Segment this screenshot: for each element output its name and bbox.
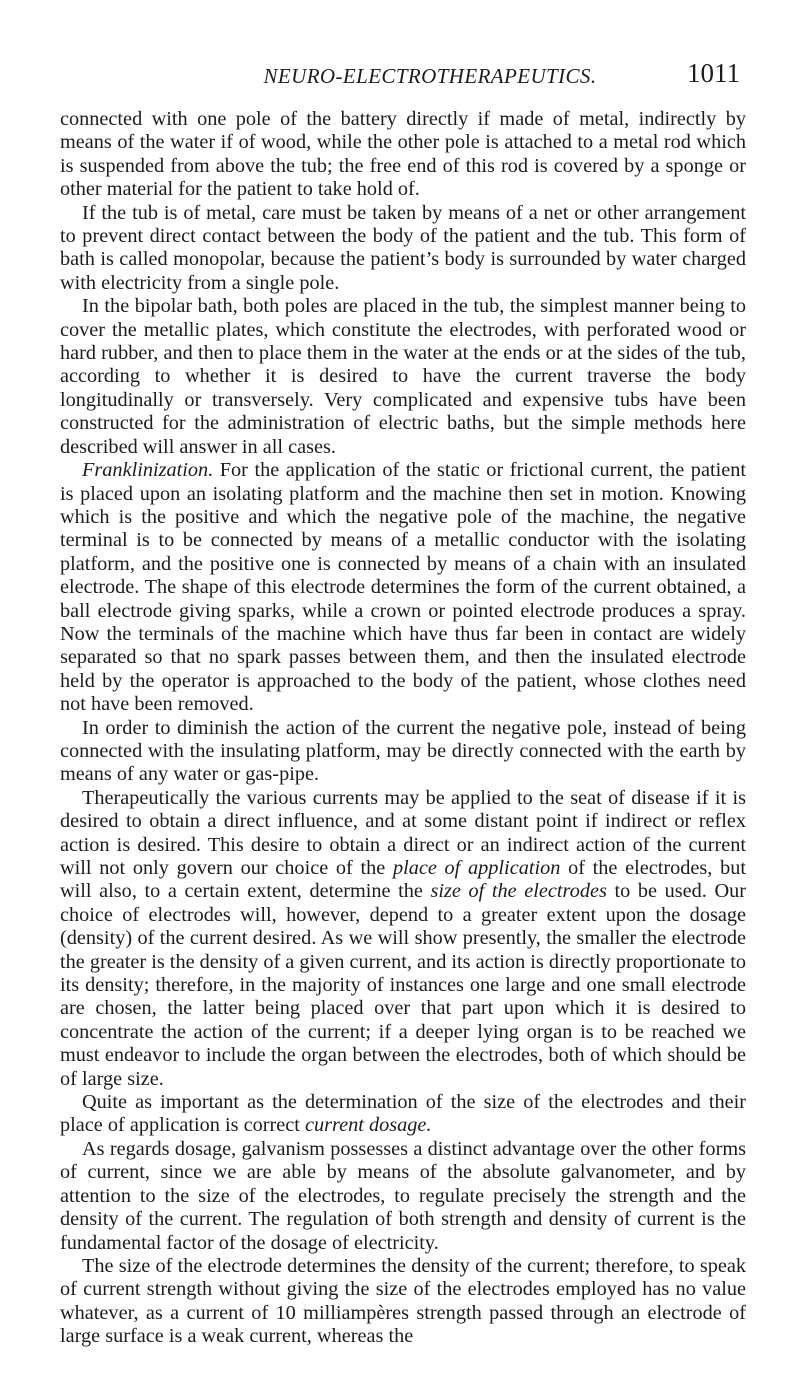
body-text xyxy=(60,108,746,1349)
italic-text: place of application xyxy=(392,857,561,879)
paragraph xyxy=(60,108,746,202)
text-run: In the bipolar bath, both poles are placed in the tub, the simplest manner being to cover the metallic plates, which constitute the electrodes, with perforated wood or hard rubber, and then to place them in the water at the ends or at the sides of the tub, according to whether it is desired to have the current traverse the body longitudinally or transversely. Very complicated and expensive tubs have been constructed for the administration of electric baths, but the simple methods here described will answer in all cases. xyxy=(60,295,746,458)
paragraph xyxy=(60,787,746,1091)
paragraph xyxy=(60,202,746,296)
paragraph xyxy=(60,1255,746,1349)
text-run: to be used. Our choice of electrodes will, however, depend to a greater extent upon the dosage (density) of the current desired. As we will show presently, the smaller the electrode the greater is the density of a given current, and its action is directly proportionate to its density; therefore, in the majority of instances one large and one small electrode are chosen, the latter being placed over that part upon which it is desired to concentrate the action of the current; if a deeper lying organ is to be reached we must endeavor to include the organ between the electrodes, both of which should be of large size. xyxy=(60,880,746,1090)
running-head xyxy=(60,58,740,98)
text-run: Quite as important as the determination of the size of the electrodes and their place of application is correct xyxy=(60,1091,746,1137)
running-title: NEURO-ELECTROTHERAPEUTICS. xyxy=(263,64,597,88)
paragraph xyxy=(60,717,746,787)
paragraph xyxy=(60,459,746,716)
italic-text: current dosage. xyxy=(304,1114,432,1137)
text-run: In order to diminish the action of the current the negative pole, instead of being connected with the insulating platform, may be directly connected with the earth by means of any water or gas-pipe. xyxy=(60,716,746,786)
italic-text: size of the electrodes xyxy=(430,880,607,903)
text-run: For the application of the static or frictional current, the patient is placed upon an isolating platform and the machine then set in motion. Knowing which is the positive and which the negative pole of the machine, the negative terminal is to be connected by means of a metallic conductor with the isolating platform, and the positive one is connected by means of a chain with an insulated electrode. The shape of this electrode determines the form of the current obtained, a ball electrode giving sparks, while a crown or pointed electrode produces a spray. Now the terminals of the machine which have thus far been in contact are widely separated so that no spark passes between them, and then the insulated electrode held by the operator is approached to the body of the patient, whose clothes need not have been removed. xyxy=(60,459,746,716)
text-run: The size of the electrode determines the density of the current; therefore, to speak of current strength without giving the size of the electrodes employed has no value whatever, as a current of 10 milliampères strength passed through an electrode of large surface is a weak current, whereas the xyxy=(60,1254,746,1348)
paragraph xyxy=(60,1138,746,1255)
text-run: of the electrodes, but will also, to a certain extent, determine the xyxy=(60,857,746,903)
text-run: As regards dosage, galvanism possesses a distinct advantage over the other forms of current, since we are able by means of the absolute galvanometer, and by attention to the size of the electrodes, to regulate precisely the strength and the density of the current. The regulation of both strength and density of current is the fundamental factor of the dosage of electricity. xyxy=(60,1137,746,1254)
text-run: Therapeutically the various currents may be applied to the seat of disease if it is desired to obtain a direct influence, and at some distant point if indirect or reflex action is desired. This desire to obtain a direct or an indirect action of the current will not only govern our choice of the xyxy=(60,786,746,879)
italic-text: Franklinization. xyxy=(82,459,214,482)
page-number: 1011 xyxy=(687,58,740,88)
text-run: If the tub is of metal, care must be taken by means of a net or other arrangement to prevent direct contact between the body of the patient and the tub. This form of bath is called monopolar, because the patient’s body is surrounded by water charged with electricity from a single pole. xyxy=(60,201,746,294)
paragraph xyxy=(60,295,746,459)
paragraph xyxy=(60,1091,746,1138)
text-run: connected with one pole of the battery directly if made of metal, indirectly by means of the water if of wood, while the other pole is attached to a metal rod which is suspended from above the tub; the free end of this rod is covered by a sponge or other material for the patient to take hold of. xyxy=(60,108,746,201)
